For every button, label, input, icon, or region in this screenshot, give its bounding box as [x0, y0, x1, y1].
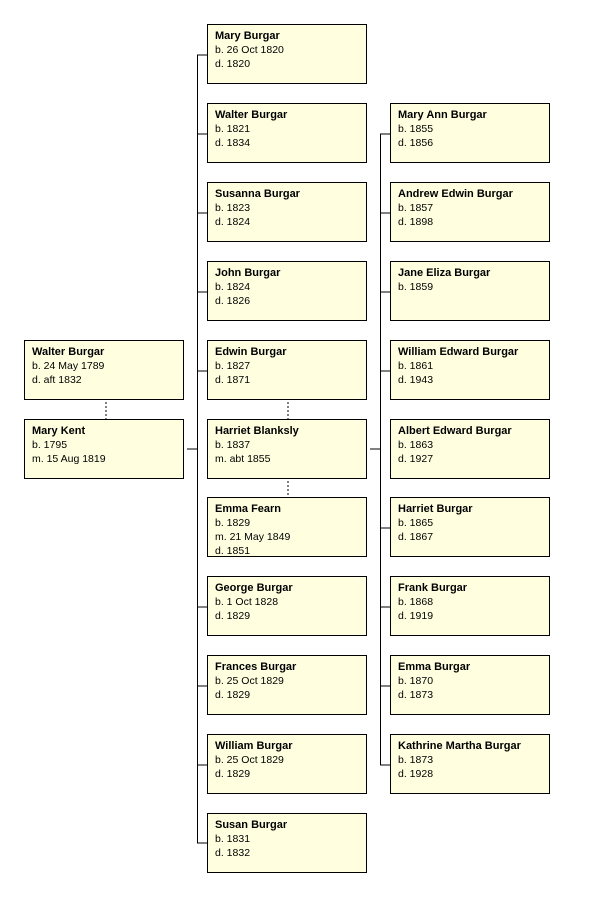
person-card-mary-ann-burgar[interactable]	[390, 103, 550, 163]
person-name: Albert Edward Burgar	[398, 425, 512, 437]
person-card-edwin-burgar[interactable]	[207, 340, 367, 400]
person-detail: b. 1827	[215, 360, 251, 372]
person-card-emma-burgar[interactable]	[390, 655, 550, 715]
person-name: Emma Burgar	[398, 661, 471, 673]
person-name: Emma Fearn	[215, 503, 282, 515]
person-name: Frank Burgar	[398, 582, 468, 594]
person-detail: m. 21 May 1849	[215, 531, 291, 543]
person-detail: d. 1943	[398, 374, 434, 386]
person-detail: b. 1824	[215, 281, 251, 293]
person-card-susanna-burgar[interactable]	[207, 182, 367, 242]
person-name: Mary Ann Burgar	[398, 109, 487, 121]
person-card-frances-burgar[interactable]	[207, 655, 367, 715]
person-name: Harriet Burgar	[398, 503, 473, 515]
person-card-andrew-edwin-burgar[interactable]	[390, 182, 550, 242]
person-card-kathrine-martha-burgar[interactable]	[390, 734, 550, 794]
person-name: Andrew Edwin Burgar	[398, 188, 513, 200]
person-card-george-burgar[interactable]	[207, 576, 367, 636]
person-card-frank-burgar[interactable]	[390, 576, 550, 636]
person-card-mary-kent[interactable]	[24, 419, 184, 479]
person-card-walter-burgar-sr[interactable]	[24, 340, 184, 400]
person-card-susan-burgar[interactable]	[207, 813, 367, 873]
person-detail: d. 1824	[215, 216, 251, 228]
person-card-william-burgar[interactable]	[207, 734, 367, 794]
person-detail: d. 1867	[398, 531, 434, 543]
person-detail: b. 1863	[398, 439, 434, 451]
person-detail: d. 1829	[215, 689, 251, 701]
person-name: Walter Burgar	[215, 109, 288, 121]
person-name: Mary Kent	[32, 425, 86, 437]
person-detail: d. 1829	[215, 610, 251, 622]
person-detail: b. 1829	[215, 517, 251, 529]
person-card-albert-edward-burgar[interactable]	[390, 419, 550, 479]
person-name: Susanna Burgar	[215, 188, 300, 200]
person-detail: b. 24 May 1789	[32, 360, 105, 372]
person-detail: d. 1829	[215, 768, 251, 780]
person-card-jane-eliza-burgar[interactable]	[390, 261, 550, 321]
person-detail: b. 1821	[215, 123, 251, 135]
person-detail: b. 26 Oct 1820	[215, 44, 284, 56]
person-name: Frances Burgar	[215, 661, 297, 673]
person-name: Kathrine Martha Burgar	[398, 740, 521, 752]
person-detail: d. 1919	[398, 610, 434, 622]
person-detail: d. 1851	[215, 545, 251, 557]
person-detail: d. 1820	[215, 58, 251, 70]
person-detail: d. 1898	[398, 216, 434, 228]
person-detail: d. 1871	[215, 374, 251, 386]
person-detail: b. 1855	[398, 123, 434, 135]
person-card-walter-burgar[interactable]	[207, 103, 367, 163]
person-detail: b. 1859	[398, 281, 434, 293]
person-card-harriet-blanksly[interactable]	[207, 419, 367, 479]
person-name: Susan Burgar	[215, 819, 288, 831]
person-detail: b. 1795	[32, 439, 68, 451]
person-detail: b. 1870	[398, 675, 434, 687]
person-name: William Burgar	[215, 740, 293, 752]
person-detail: b. 1868	[398, 596, 434, 608]
person-name: Jane Eliza Burgar	[398, 267, 491, 279]
person-detail: d. 1856	[398, 137, 434, 149]
person-detail: d. 1826	[215, 295, 251, 307]
person-detail: b. 1873	[398, 754, 434, 766]
person-detail: m. 15 Aug 1819	[32, 453, 106, 465]
person-name: Harriet Blanksly	[215, 425, 299, 437]
person-detail: m. abt 1855	[215, 453, 271, 465]
person-detail: d. aft 1832	[32, 374, 82, 386]
person-detail: b. 1 Oct 1828	[215, 596, 279, 608]
person-detail: b. 1823	[215, 202, 251, 214]
person-detail: b. 1865	[398, 517, 434, 529]
person-detail: d. 1832	[215, 847, 251, 859]
person-detail: d. 1928	[398, 768, 434, 780]
person-detail: b. 1857	[398, 202, 434, 214]
person-detail: d. 1873	[398, 689, 434, 701]
person-detail: b. 25 Oct 1829	[215, 754, 284, 766]
person-name: Edwin Burgar	[215, 346, 287, 358]
person-name: Walter Burgar	[32, 346, 105, 358]
person-detail: b. 1861	[398, 360, 434, 372]
person-name: Mary Burgar	[215, 30, 280, 42]
person-card-emma-fearn[interactable]	[207, 497, 367, 557]
person-detail: b. 1837	[215, 439, 251, 451]
person-name: William Edward Burgar	[398, 346, 519, 358]
person-card-harriet-burgar[interactable]	[390, 497, 550, 557]
person-detail: b. 25 Oct 1829	[215, 675, 284, 687]
person-detail: b. 1831	[215, 833, 251, 845]
person-name: George Burgar	[215, 582, 293, 594]
person-detail: d. 1927	[398, 453, 434, 465]
person-name: John Burgar	[215, 267, 281, 279]
person-card-mary-burgar[interactable]	[207, 24, 367, 84]
person-card-john-burgar[interactable]	[207, 261, 367, 321]
person-card-william-edward-burgar[interactable]	[390, 340, 550, 400]
person-detail: d. 1834	[215, 137, 251, 149]
